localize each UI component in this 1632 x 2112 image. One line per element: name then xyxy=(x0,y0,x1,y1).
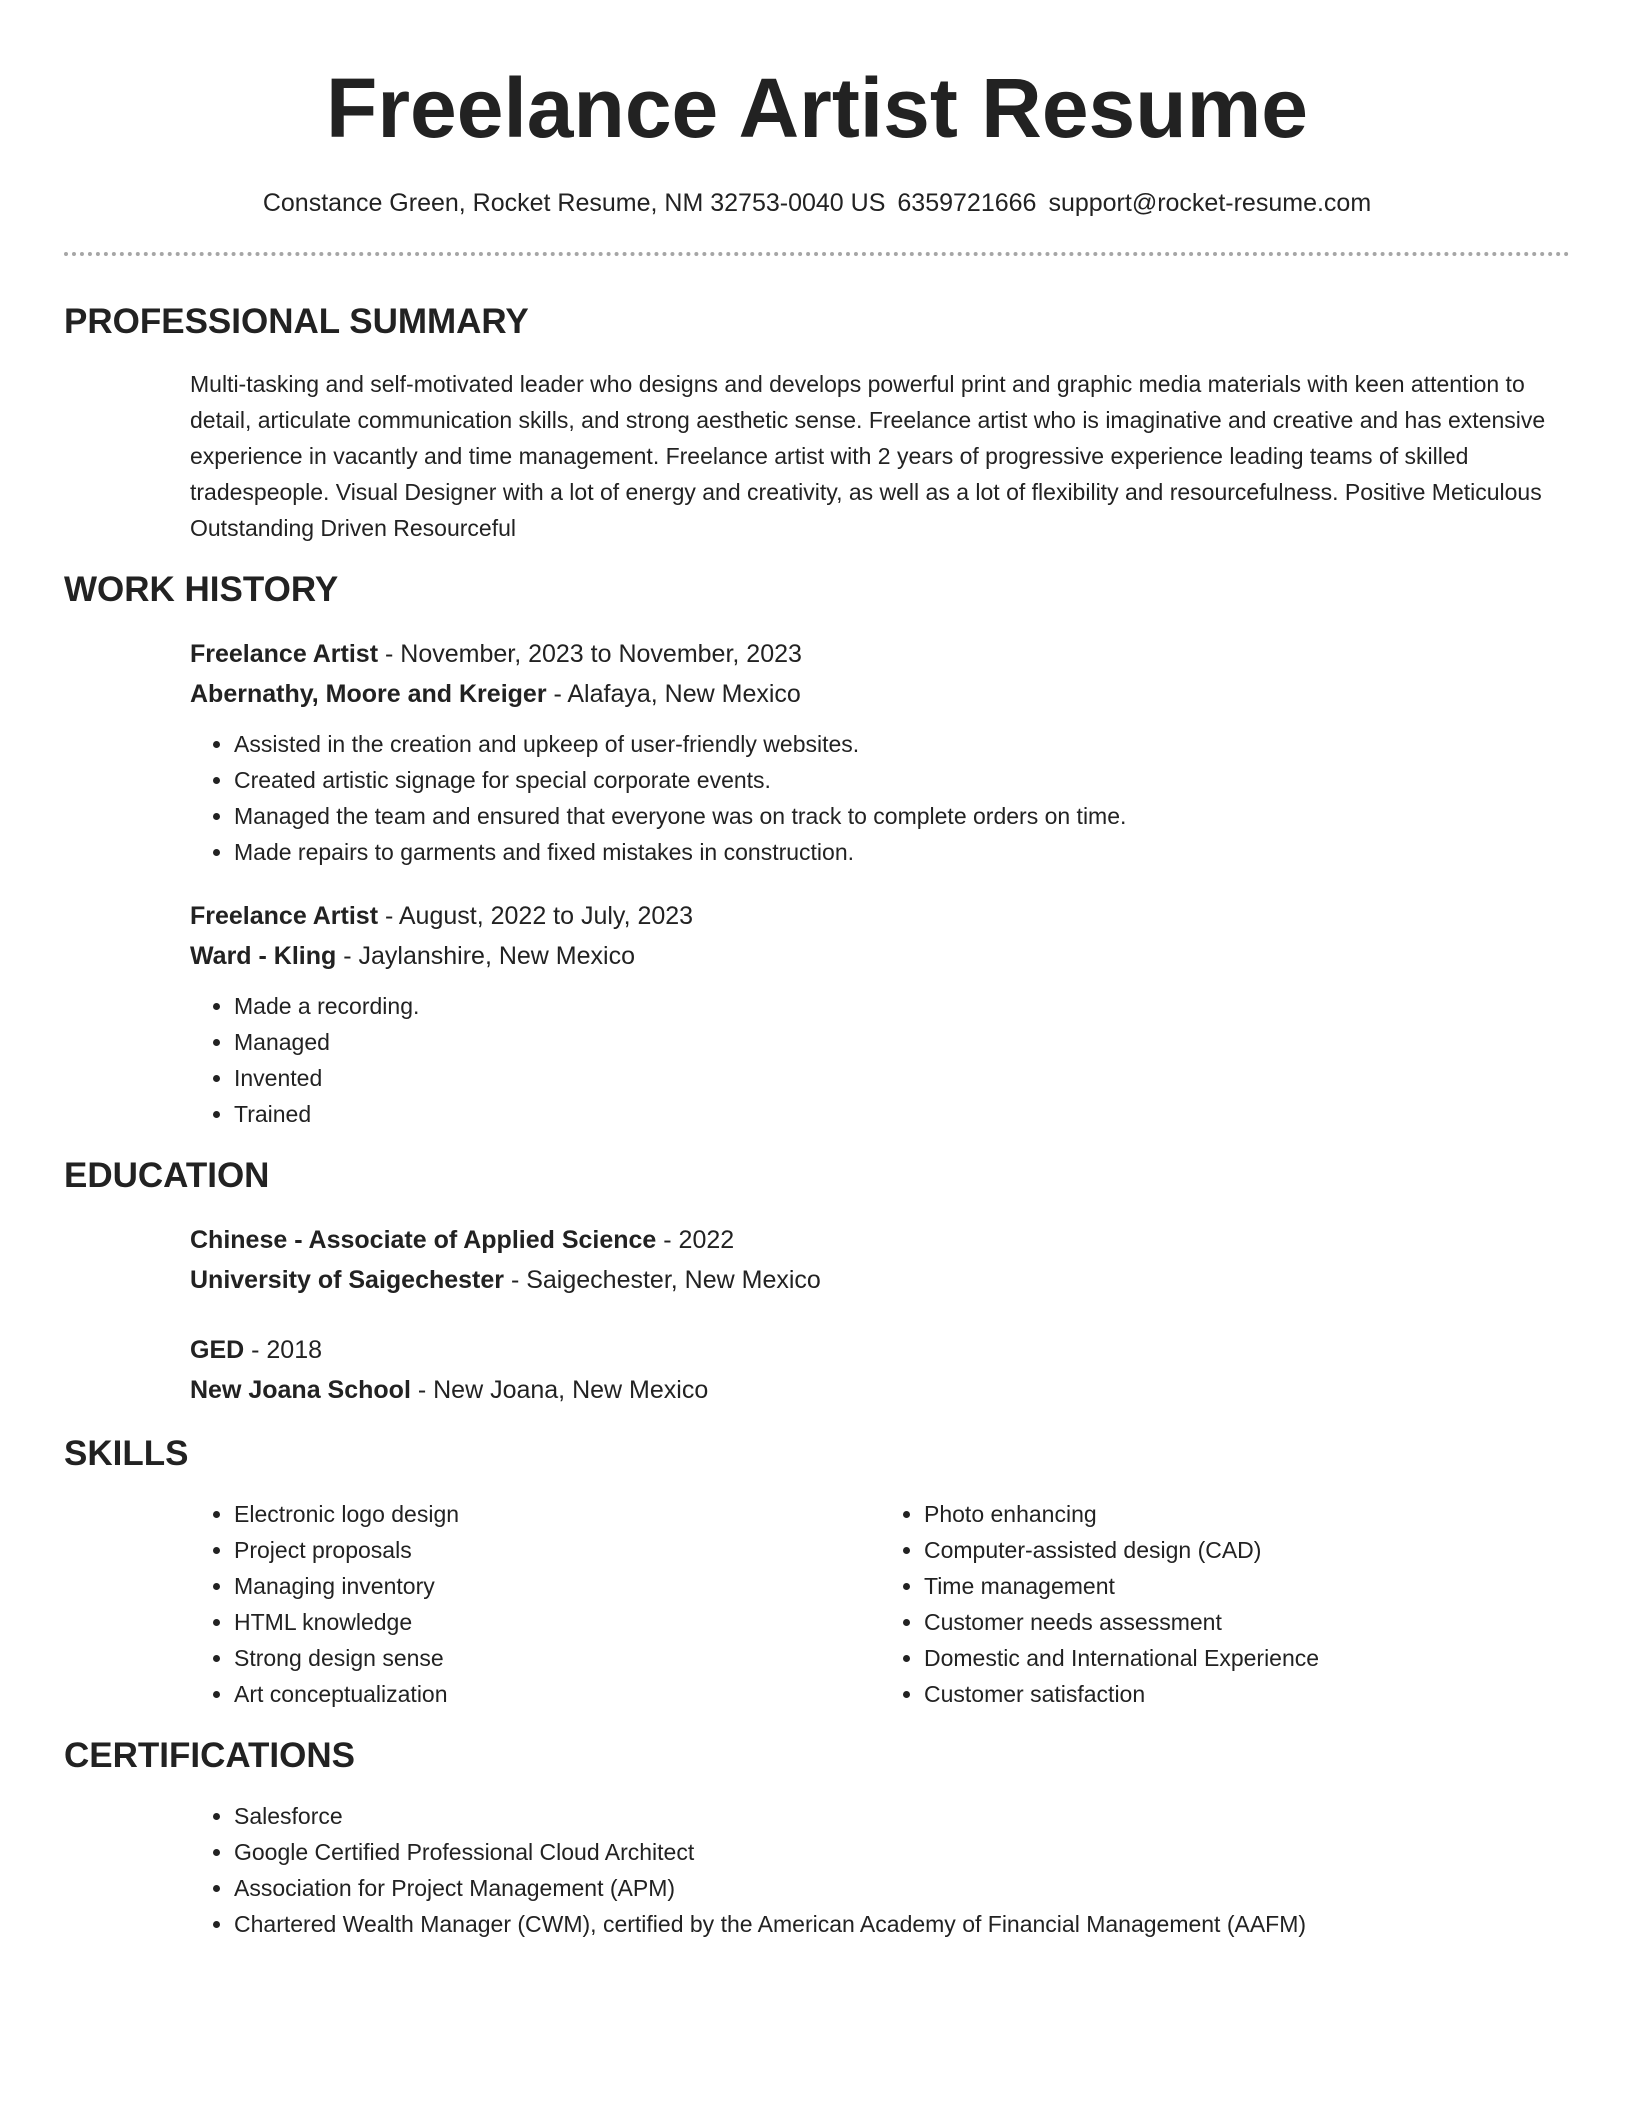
job-company-line xyxy=(190,674,1570,714)
school-line xyxy=(190,1370,1570,1410)
skill-item: • Project proposals xyxy=(234,1532,880,1568)
job-location: - Alafaya, New Mexico xyxy=(546,680,801,708)
school-line xyxy=(190,1260,1570,1300)
certification-item: • Salesforce xyxy=(234,1798,1570,1834)
skill-item: • Photo enhancing xyxy=(924,1496,1570,1532)
header-divider xyxy=(64,252,1570,256)
job-title-line xyxy=(190,634,1570,674)
certification-item: • Association for Project Management (APM) xyxy=(234,1870,1570,1906)
school: University of Saigechester xyxy=(190,1266,505,1294)
degree-year: - 2022 xyxy=(656,1226,735,1254)
job-title: Freelance Artist xyxy=(190,902,379,930)
degree-line xyxy=(190,1220,1570,1260)
degree-line xyxy=(190,1330,1570,1370)
job-dates: - August, 2022 to July, 2023 xyxy=(378,902,694,930)
certification-item: • Chartered Wealth Manager (CWM), certified by the American Academy of Financial Management (AAFM) xyxy=(234,1906,1570,1942)
skills-list xyxy=(190,1496,1570,1712)
education-heading: EDUCATION xyxy=(64,1156,270,1195)
certification-item: • Google Certified Professional Cloud Architect xyxy=(234,1834,1570,1870)
job-duty: • Assisted in the creation and upkeep of user-friendly websites. xyxy=(234,726,1570,762)
contact-email: support@rocket-resume.com xyxy=(1048,189,1372,217)
skill-item: • Electronic logo design xyxy=(234,1496,880,1532)
job-title-line xyxy=(190,896,1570,936)
job-dates: - November, 2023 to November, 2023 xyxy=(378,640,802,668)
degree: GED xyxy=(190,1336,245,1364)
job-entry xyxy=(190,634,1570,870)
skill-item: • Time management xyxy=(924,1568,1570,1604)
job-duty: • Invented xyxy=(234,1060,1570,1096)
certifications-heading: CERTIFICATIONS xyxy=(64,1736,356,1775)
summary-text: Multi-tasking and self-motivated leader who designs and develops powerful print and graphic media materials with keen attention to detail, articulate communication skills, and strong aesthetic sense. Freelance artist who is imaginative and creative and has extensive experience in vacantly and time management. Freelance artist with 2 years of progressive experience leading teams of skilled tradespeople. Visual Designer with a lot of energy and creativity, as well as a lot of flexibility and resourcefulness. Positive Meticulous Outstanding Driven Resourceful xyxy=(190,371,1546,541)
job-duty: • Created artistic signage for special corporate events. xyxy=(234,762,1570,798)
skill-item: • Computer-assisted design (CAD) xyxy=(924,1532,1570,1568)
skill-item: • Customer needs assessment xyxy=(924,1604,1570,1640)
degree-year: - 2018 xyxy=(244,1336,323,1364)
job-duty: • Managed xyxy=(234,1024,1570,1060)
summary-heading: PROFESSIONAL SUMMARY xyxy=(64,302,529,341)
education-entry xyxy=(190,1330,1570,1410)
skills-heading: SKILLS xyxy=(64,1434,189,1473)
job-location: - Jaylanshire, New Mexico xyxy=(336,942,635,970)
skill-item: • Customer satisfaction xyxy=(924,1676,1570,1712)
job-company: Ward - Kling xyxy=(190,942,337,970)
contact-phone: 6359721666 xyxy=(897,189,1037,217)
degree: Chinese - Associate of Applied Science xyxy=(190,1226,657,1254)
contact-line xyxy=(64,186,1570,220)
job-title: Freelance Artist xyxy=(190,640,379,668)
skill-item: • Art conceptualization xyxy=(234,1676,880,1712)
education-entry xyxy=(190,1220,1570,1300)
job-company: Abernathy, Moore and Kreiger xyxy=(190,680,547,708)
skills-column-right xyxy=(880,1496,1570,1712)
work-history-heading: WORK HISTORY xyxy=(64,570,339,609)
job-duty: • Made repairs to garments and fixed mistakes in construction. xyxy=(234,834,1570,870)
resume-title: Freelance Artist Resume xyxy=(326,61,1308,155)
school-location: - Saigechester, New Mexico xyxy=(504,1266,821,1294)
job-duty: • Made a recording. xyxy=(234,988,1570,1024)
school-location: - New Joana, New Mexico xyxy=(410,1376,709,1404)
job-duty: • Managed the team and ensured that everyone was on track to complete orders on time. xyxy=(234,798,1570,834)
job-entry xyxy=(190,896,1570,1132)
skill-item: • Strong design sense xyxy=(234,1640,880,1676)
job-duty: • Trained xyxy=(234,1096,1570,1132)
certifications-list xyxy=(190,1798,1570,1942)
skill-item: • HTML knowledge xyxy=(234,1604,880,1640)
contact-address: Constance Green, Rocket Resume, NM 32753-0040 US xyxy=(262,189,886,217)
job-duties xyxy=(190,726,1570,870)
resume-page xyxy=(64,0,1570,1942)
skill-item: • Managing inventory xyxy=(234,1568,880,1604)
certification-items xyxy=(190,1798,1570,1942)
job-company-line xyxy=(190,936,1570,976)
school: New Joana School xyxy=(190,1376,411,1404)
job-duties xyxy=(190,988,1570,1132)
skill-item: • Domestic and International Experience xyxy=(924,1640,1570,1676)
skills-column-left xyxy=(190,1496,880,1712)
